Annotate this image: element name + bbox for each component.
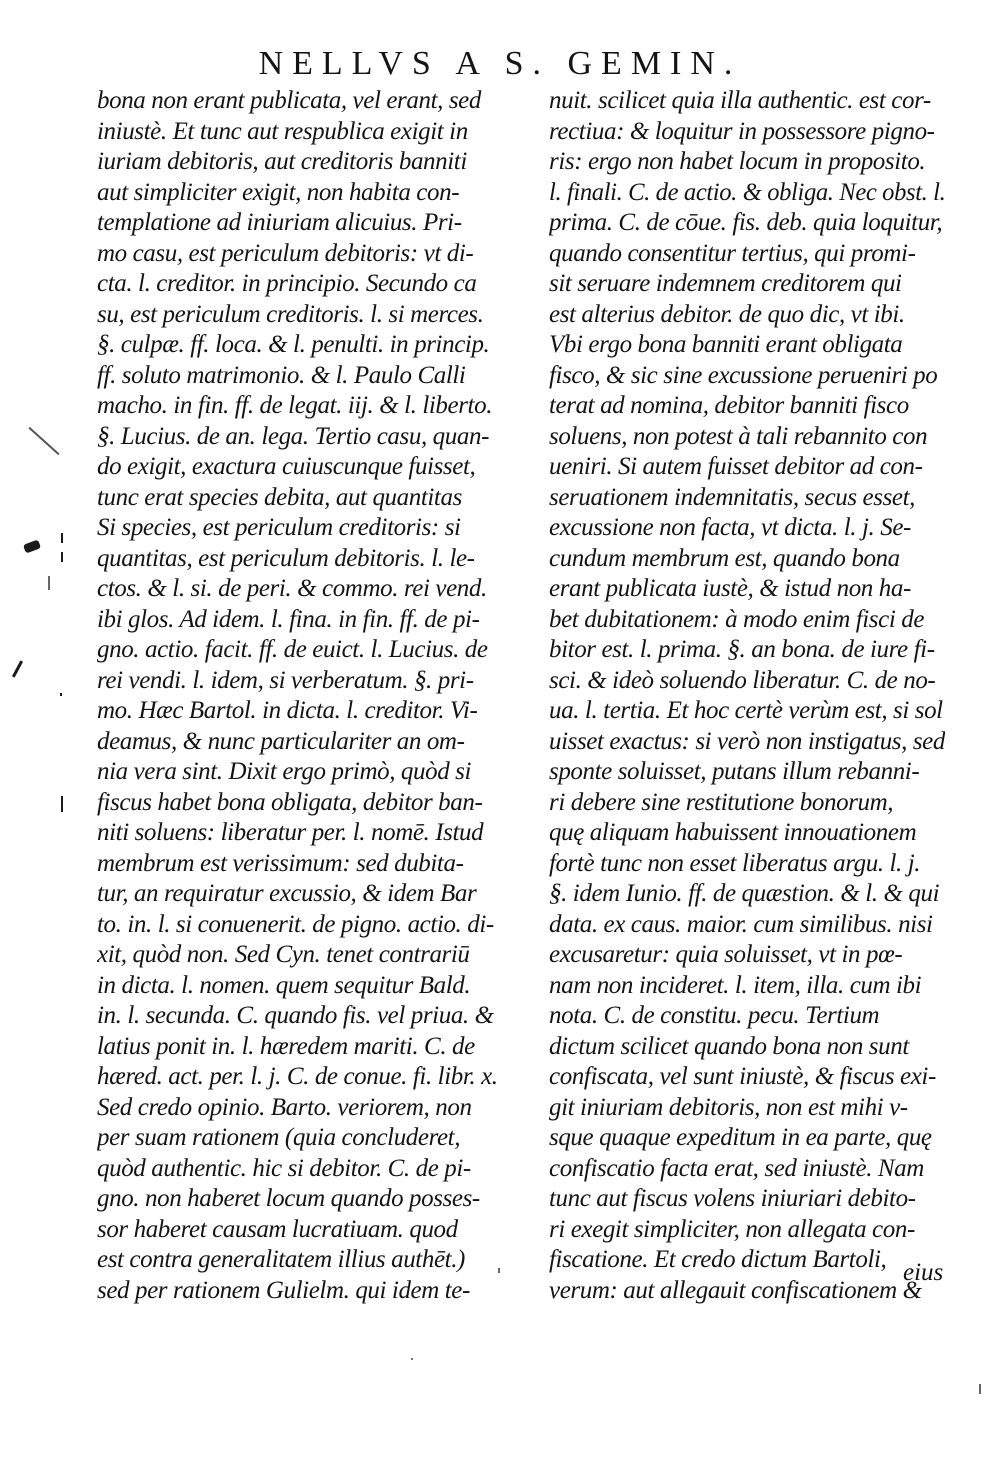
text-line: ctos. & l. si. de peri. & commo. rei vend. [97, 575, 487, 602]
text-line: sque quaque expeditum in ea parte, quę [549, 1124, 932, 1151]
text-line: tunc aut fiscus volens iniuriari debito- [549, 1185, 916, 1212]
text-line: gno. non haberet locum quando posses- [97, 1185, 480, 1212]
margin-dash-mark [61, 796, 63, 812]
text-line: nuit. scilicet quia illa authentic. est cor- [549, 87, 931, 114]
text-line: Si species, est periculum creditoris: si [97, 514, 461, 541]
text-line: fortè tunc non esset liberatus argu. l. j. [549, 849, 921, 877]
text-line: ri exegit simpliciter, non allegata con- [549, 1215, 915, 1243]
catchword: eius [903, 1259, 944, 1286]
text-line: aut simpliciter exigit, non habita con- [97, 178, 460, 206]
left-column [97, 86, 509, 1306]
text-line: confiscatio facta erat, sed iniustè. Nam [549, 1154, 924, 1182]
text-line: cundum membrum est, quando bona [549, 544, 900, 572]
text-line: Vbi ergo bona banniti erant obligata [549, 331, 903, 358]
text-line: rectiua: & loquitur in possessore pigno- [549, 117, 935, 145]
text-line: bitor est. l. prima. §. an bona. de iure fi- [549, 636, 935, 663]
text-line: su, est periculum creditoris. l. si merces. [97, 300, 484, 328]
text-line: gno. actio. facit. ff. de euict. l. Lucius. de [97, 636, 488, 663]
scan-speck [411, 1358, 413, 1360]
manicule-mark [23, 540, 41, 554]
text-line: confiscata, vel sunt iniustè, & fiscus exi- [549, 1063, 936, 1090]
margin-dash-mark [61, 552, 63, 562]
text-line: templatione ad iniuriam alicuius. Pri- [97, 209, 462, 236]
text-line: cta. l. creditor. in principio. Secundo ca [97, 270, 477, 297]
text-line: quantitas, est periculum debitoris. l. le- [97, 544, 475, 572]
text-line: est alterius debitor. de quo dic, vt ibi. [549, 300, 905, 328]
text-line: l. finali. C. de actio. & obliga. Nec obst. l. [549, 178, 946, 206]
text-line: git iniuriam debitoris, non est mihi v- [549, 1093, 908, 1121]
text-line: sci. & ideò soluendo liberatur. C. de no- [549, 666, 936, 694]
text-line: terat ad nomina, debitor banniti fisco [549, 392, 909, 419]
right-column [549, 86, 945, 1306]
text-line: deamus, & nunc particulariter an om- [97, 727, 465, 755]
text-line: rei vendi. l. idem, si verberatum. §. pri- [97, 666, 474, 694]
text-line: hæred. act. per. l. j. C. de conue. fi. libr. x. [97, 1063, 498, 1090]
text-line: soluens, non potest à tali rebannito con [549, 422, 928, 450]
text-line: Sed credo opinio. Barto. veriorem, non [97, 1093, 472, 1121]
text-line: sed per rationem Gulielm. qui idem te- [97, 1276, 470, 1304]
text-line: ibi glos. Ad idem. l. fina. in fin. ff. de pi- [97, 605, 480, 633]
text-line: membrum est verissimum: sed dubita- [97, 849, 464, 877]
text-line: nota. C. de constitu. pecu. Tertium [549, 1002, 880, 1029]
margin-tick-mark [48, 576, 50, 590]
text-line: to. in. l. si conuenerit. de pigno. actio. di- [97, 910, 494, 938]
text-line: ri debere sine restitutione bonorum, [549, 788, 894, 816]
text-line: do exigit, exactura cuiuscunque fuisset, [97, 453, 476, 480]
text-line: §. Lucius. de an. lega. Tertio casu, quan- [97, 422, 489, 450]
text-line: fisco, & sic sine excussione perueniri po [549, 361, 938, 389]
text-line: nam non incideret. l. item, illa. cum ibi [549, 971, 922, 999]
text-line: fiscus habet bona obligata, debitor ban- [97, 788, 483, 816]
text-line: data. ex caus. maior. cum similibus. nisi [549, 910, 933, 938]
text-line: niti soluens: liberatur per. l. nomē. Istud [97, 819, 484, 846]
text-line: in dicta. l. nomen. quem sequitur Bald. [97, 971, 471, 999]
text-line: quę aliquam habuissent innouationem [549, 819, 917, 846]
text-line: uisset exactus: si verò non instigatus, sed [549, 727, 945, 755]
text-line: xit, quòd non. Sed Cyn. tenet contrariū [97, 941, 470, 968]
text-line: mo. Hæc Bartol. in dicta. l. creditor. Vi- [97, 697, 478, 724]
text-line: ris: ergo non habet locum in proposito. [549, 148, 926, 175]
margin-dash-mark [61, 533, 63, 543]
text-line: quando consentitur tertius, qui promi- [549, 239, 916, 267]
text-line: prima. C. de cōue. fis. deb. quia loquitur, [549, 209, 943, 236]
text-line: tunc erat species debita, aut quantitas [97, 483, 462, 511]
text-line: iuriam debitoris, aut creditoris banniti [97, 148, 467, 175]
text-line: erant publicata iustè, & istud non ha- [549, 575, 911, 602]
text-line: ua. l. tertia. Et hoc certè verùm est, si sol [549, 697, 943, 724]
text-line: sor haberet causam lucratiuam. quod [97, 1215, 458, 1243]
text-line: verum: aut allegauit confiscationem & [549, 1276, 922, 1304]
text-line: excussione non facta, vt dicta. l. j. Se- [549, 514, 911, 541]
text-line: seruationem indemnitatis, secus esset, [549, 483, 916, 511]
text-line: bet dubitationem: à modo enim fisci de [549, 605, 925, 633]
text-line: §. culpæ. ff. loca. & l. penulti. in princip. [97, 331, 490, 358]
text-line: §. idem Iunio. ff. de quæstion. & l. & qui [549, 880, 940, 907]
scan-speck [498, 1268, 500, 1273]
text-line: fiscatione. Et credo dictum Bartoli, [549, 1246, 887, 1273]
margin-dot-mark [60, 693, 62, 696]
running-head: NELLVS A S. GEMIN. [258, 45, 742, 82]
text-line: excusaretur: quia soluisset, vt in pœ- [549, 941, 903, 968]
text-line: dictum scilicet quando bona non sunt [549, 1032, 909, 1060]
text-line: iniustè. Et tunc aut respublica exigit in [97, 117, 468, 145]
text-line: ueniri. Si autem fuisset debitor ad con- [549, 453, 923, 480]
text-line: est contra generalitatem illius authēt.) [97, 1246, 465, 1273]
text-line: mo casu, est periculum debitoris: vt di- [97, 239, 474, 267]
text-line: latius ponit in. l. hæredem mariti. C. de [97, 1032, 475, 1060]
text-line: bona non erant publicata, vel erant, sed [97, 87, 481, 114]
margin-slash-mark [12, 660, 23, 677]
text-line: sponte soluisset, putans illum rebanni- [549, 758, 920, 785]
text-line: ff. soluto matrimonio. & l. Paulo Calli [97, 361, 466, 389]
scan-speck [979, 1384, 981, 1394]
text-line: nia vera sint. Dixit ergo primò, quòd si [97, 758, 472, 785]
text-line: sit seruare indemnem creditorem qui [549, 270, 902, 297]
margin-pen-stroke [28, 427, 59, 455]
text-line: per suam rationem (quia concluderet, [97, 1124, 461, 1151]
text-line: in. l. secunda. C. quando fis. vel priua. & [97, 1002, 494, 1029]
text-line: macho. in fin. ff. de legat. iij. & l. liberto. [97, 392, 493, 419]
text-line: quòd authentic. hic si debitor. C. de pi- [97, 1154, 471, 1182]
text-line: tur, an requiratur excussio, & idem Bar [97, 880, 477, 907]
